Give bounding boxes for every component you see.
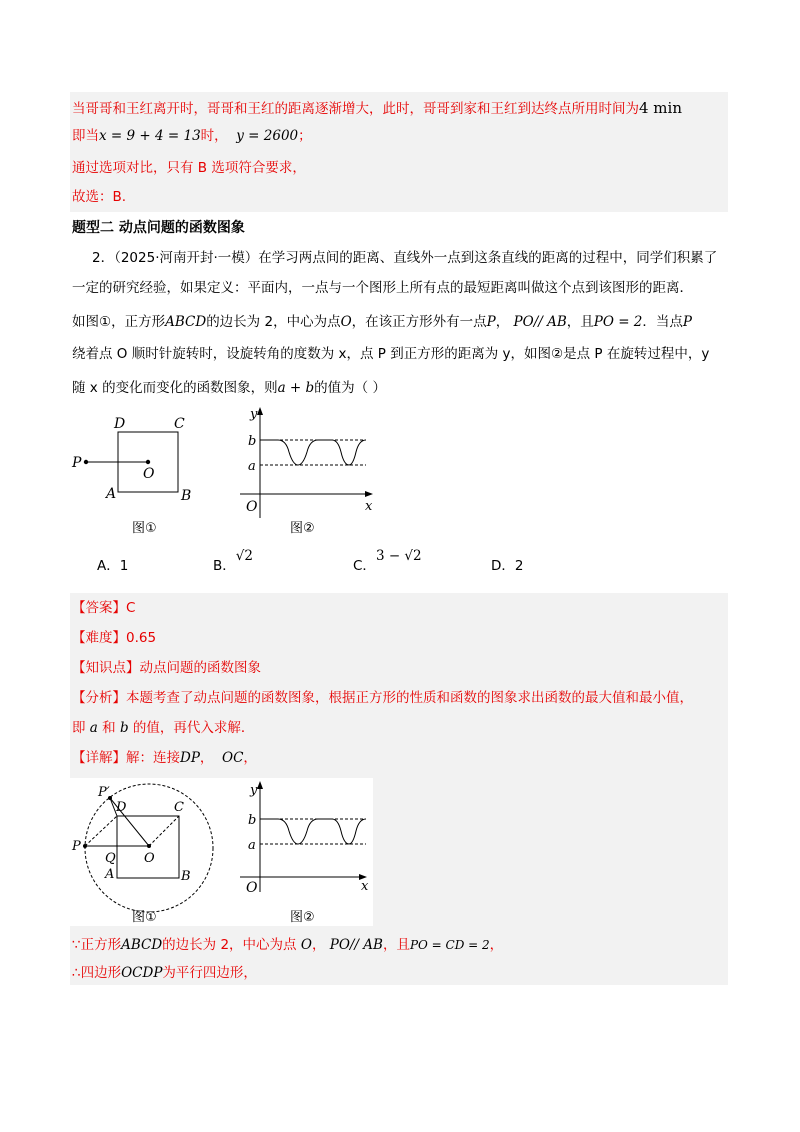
question-line-1: 2．（2025·河南开封·一模）在学习两点间的距离、直线外一点到这条直线的距离的过程中，同学们积累了 <box>92 250 718 266</box>
question-line-3: 如图①，正方形ABCD的边长为 2，中心为点O，在该正方形外有一点P， PO// AB，且PO = 2．当点P <box>72 314 692 330</box>
question-line-4: 绕着点 O 顺时针旋转时，设旋转角的度数为 x，点 P 到正方形的距离为 y，如图②是点 P 在旋转过程中，y <box>72 346 710 362</box>
option-b[interactable]: B．√2 <box>213 548 253 574</box>
label-d: D <box>114 416 126 432</box>
segment-oc <box>149 816 179 846</box>
label-p-prime: P′ <box>98 785 110 800</box>
prev-solution-line-4: 故选：B. <box>72 189 127 205</box>
label-b: B <box>181 869 191 884</box>
label-y: y <box>250 783 258 798</box>
label-origin: O <box>246 880 258 896</box>
label-c: C <box>174 416 185 432</box>
option-a[interactable]: A．1 <box>97 558 129 574</box>
point-o <box>147 844 151 848</box>
label-p: P <box>72 839 81 854</box>
figure-graph-solution <box>232 778 372 926</box>
point-p <box>84 460 88 464</box>
question-line-5: 随 x 的变化而变化的函数图象，则a + b的值为（ ） <box>72 380 386 396</box>
prev-solution-line-2: 即当x = 9 + 4 = 13时， y = 2600； <box>72 128 312 144</box>
label-d: D <box>116 800 127 815</box>
label-origin: O <box>246 499 258 515</box>
label-b: B <box>181 488 192 504</box>
conclusion-line-2: ∴四边形OCDP为平行四边形， <box>72 965 257 981</box>
label-o: O <box>144 851 155 866</box>
figure-caption: 图② <box>290 910 315 925</box>
label-b: b <box>248 434 257 449</box>
label-a: A <box>105 867 115 882</box>
point-p <box>83 844 87 848</box>
segment-pd <box>85 816 117 846</box>
x-axis-arrow <box>365 491 373 497</box>
figure-caption: 图② <box>290 521 315 536</box>
figure-graph-question <box>232 404 382 538</box>
point-o <box>146 460 150 464</box>
label-c: C <box>174 800 184 815</box>
label-b: b <box>248 813 257 828</box>
difficulty-line: 【难度】0.65 <box>72 630 157 646</box>
figure-square-question <box>70 408 210 538</box>
y-axis-arrow <box>257 407 263 415</box>
detail-line: 【详解】解：连接DP， OC， <box>72 750 257 766</box>
analysis-line-2: 即 a 和 b 的值，再代入求解． <box>72 720 255 736</box>
function-curve <box>260 819 366 844</box>
analysis-line-1: 【分析】本题考查了动点问题的函数图象，根据正方形的性质和函数的图象求出函数的最大值和最小值， <box>72 690 693 706</box>
option-d[interactable]: D．2 <box>491 558 524 574</box>
label-a: a <box>248 459 256 474</box>
function-curve <box>260 440 366 465</box>
label-p: P <box>72 455 82 471</box>
answer-line: 【答案】C <box>72 600 136 616</box>
prev-solution-line-1: 当哥哥和王红离开时，哥哥和王红的距离逐渐增大，此时，哥哥到家和王红到达终点所用时间为4 min <box>72 99 682 117</box>
label-x: x <box>361 879 369 894</box>
label-y: y <box>250 407 258 422</box>
option-c[interactable]: C．3 − √2 <box>353 548 422 574</box>
label-x: x <box>365 499 373 514</box>
question-line-2: 一定的研究经验，如果定义：平面内，一点与一个图形上所有点的最短距离叫做这个点到该图形的距离． <box>72 280 693 296</box>
prev-solution-line-3: 通过选项对比，只有 B 选项符合要求， <box>72 160 306 176</box>
label-o: O <box>143 466 155 482</box>
knowledge-line: 【知识点】动点问题的函数图象 <box>72 660 261 676</box>
label-a: A <box>106 486 117 502</box>
figure-square-solution <box>70 778 220 926</box>
section-title: 题型二 动点问题的函数图象 <box>72 220 245 236</box>
figure-caption: 图① <box>132 910 157 925</box>
y-axis-arrow <box>257 781 263 789</box>
label-q: Q <box>105 851 116 866</box>
conclusion-line-1: ∵正方形ABCD的边长为 2，中心为点 O， PO// AB，且PO = CD = 2， <box>72 937 504 953</box>
label-a: a <box>248 838 256 853</box>
figure-caption: 图① <box>132 521 157 536</box>
